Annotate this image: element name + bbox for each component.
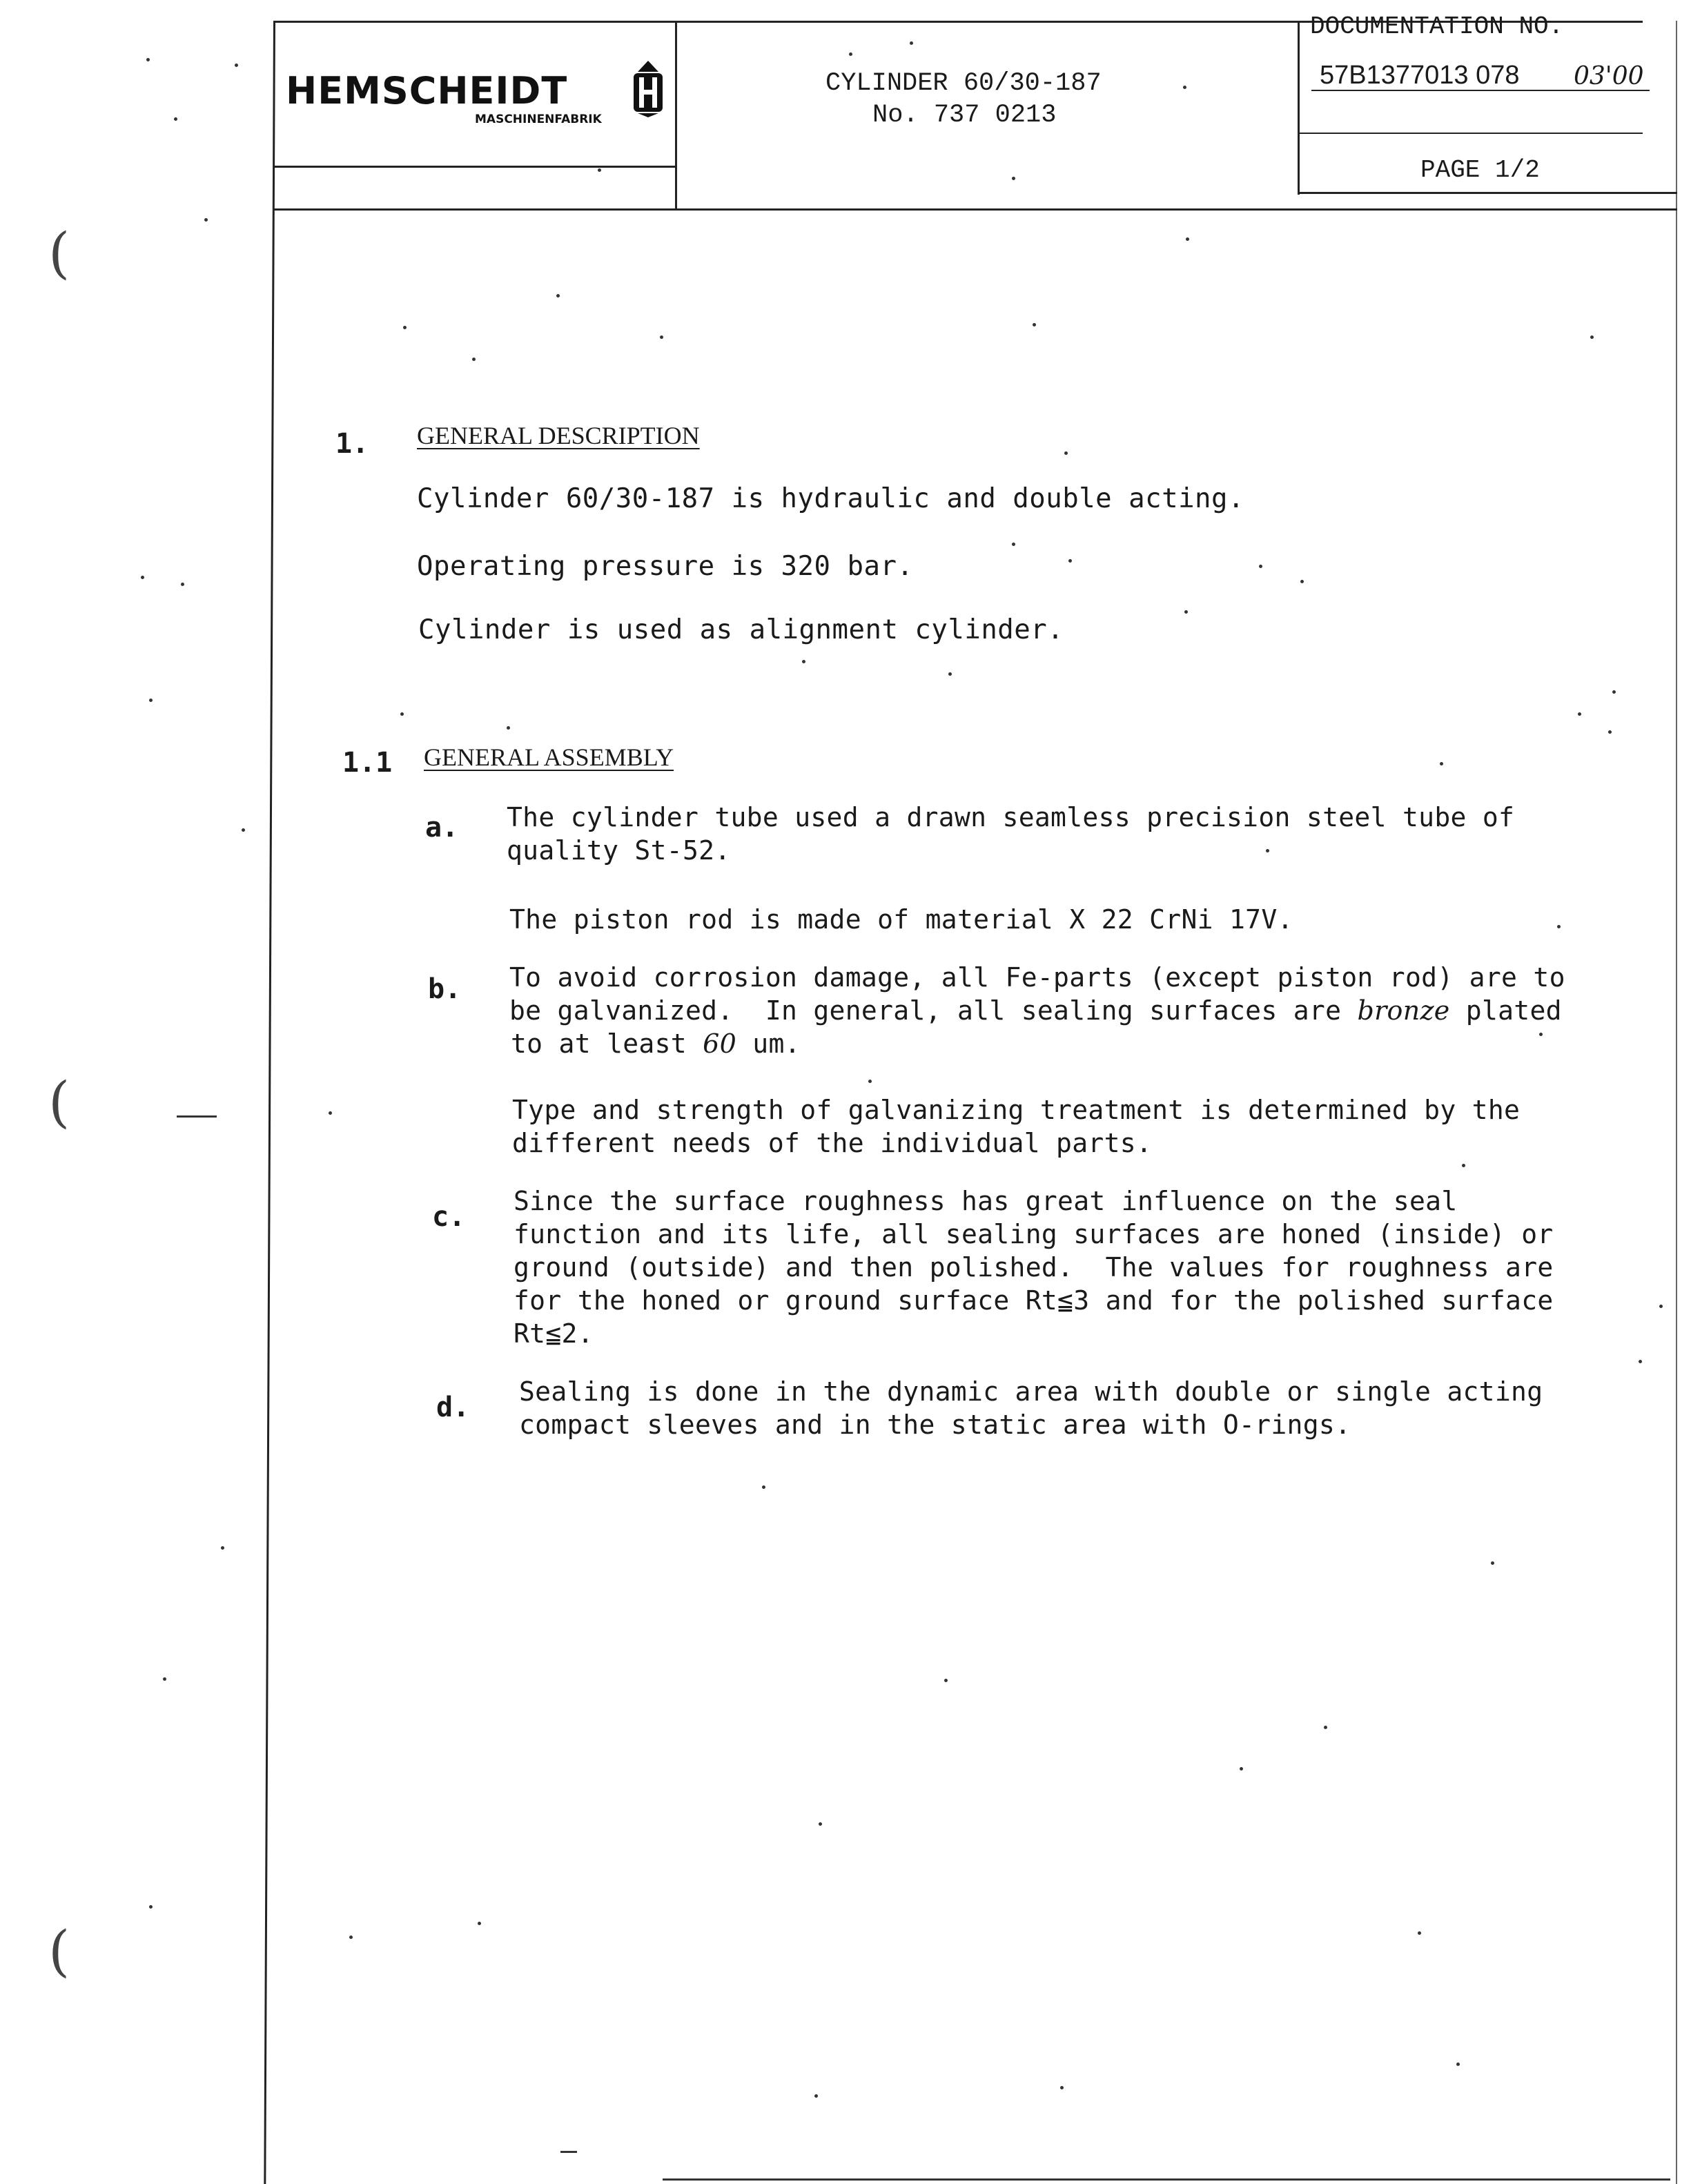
scan-speck (400, 712, 404, 716)
section-1-1-number: 1.1 (342, 747, 393, 779)
item-d-letter: d. (436, 1392, 470, 1423)
scan-speck (1300, 580, 1304, 583)
documentation-date: 03'00 (1574, 62, 1644, 90)
section-1-1-heading: GENERAL ASSEMBLY (424, 743, 674, 771)
scan-speck (1012, 177, 1015, 180)
scan-speck (598, 168, 601, 172)
scan-speck (1186, 237, 1189, 241)
scan-speck (849, 52, 852, 56)
item-c-letter: c. (432, 1201, 466, 1233)
scan-speck (149, 699, 153, 702)
header-divider-2 (1298, 21, 1300, 195)
page-bottom-line (663, 2178, 1670, 2181)
item-a-text-2: The piston rod is made of material X 22 CrNi 17V. (509, 904, 1293, 935)
section-1-number: 1. (335, 428, 369, 460)
item-b-line-3-start: to at least (511, 1028, 703, 1059)
section-1-line-2: Operating pressure is 320 bar. (417, 551, 914, 582)
scan-speck (1612, 690, 1616, 694)
scan-speck (204, 218, 208, 222)
scan-speck (1418, 1931, 1421, 1935)
scan-speck (819, 1822, 822, 1826)
scan-speck (1590, 335, 1594, 339)
item-c-text: Since the surface roughness has great influence on the seal function and its life, all sealing surfaces are honed (inside) or ground (outside) and then polished. The values for roughness are for the honed or ground surface Rt≦3 and for the polished surface Rt≦2. (514, 1186, 1554, 1349)
item-b-handwritten-thickness: 60 (703, 1028, 737, 1059)
scan-speck (1259, 565, 1262, 568)
scan-speck (163, 1677, 166, 1681)
scan-speck (235, 64, 238, 67)
item-d-text: Sealing is done in the dynamic area with double or single acting compact sleeves and in the static area with O-rings. (519, 1376, 1543, 1440)
scan-speck (1033, 323, 1036, 326)
scan-speck (149, 1905, 153, 1909)
item-b-line-2-end: plated (1449, 995, 1562, 1026)
scan-speck (868, 1080, 872, 1083)
scan-speck (146, 58, 150, 61)
item-b-line-3-end: um. (736, 1028, 801, 1059)
item-b-line-3 (511, 1027, 801, 1060)
frame-right-border (1676, 21, 1677, 2184)
scan-speck (1491, 1561, 1494, 1565)
scan-speck (1240, 1767, 1243, 1771)
scan-dash (560, 2151, 577, 2153)
header-divider-1 (675, 21, 677, 208)
scan-speck (181, 583, 184, 586)
scan-speck (1608, 730, 1612, 734)
item-b-letter: b. (428, 973, 462, 1005)
scan-speck (1068, 559, 1072, 563)
scan-dash (177, 1115, 217, 1118)
scan-speck (1184, 610, 1188, 614)
scan-speck (141, 576, 144, 579)
section-1-line-3: Cylinder is used as alignment cylinder. (418, 614, 1064, 645)
documentation-number: 57B1377013 078 (1320, 61, 1520, 90)
scan-speck (1659, 1305, 1663, 1308)
scan-speck (1456, 2063, 1460, 2066)
section-1-line-1: Cylinder 60/30-187 is hydraulic and double acting. (417, 483, 1244, 514)
scan-speck (1639, 1360, 1642, 1363)
scan-speck (1440, 762, 1443, 766)
scan-speck (948, 672, 952, 676)
documentation-label: DOCUMENTATION NO. (1310, 12, 1564, 41)
item-b-text-2: Type and strength of galvanizing treatment is determined by the different needs of the individual parts. (512, 1095, 1521, 1158)
scan-speck (478, 1922, 481, 1925)
item-b-line-1: To avoid corrosion damage, all Fe-parts (except piston rod) are to (509, 962, 1565, 993)
scan-speck (1578, 712, 1581, 716)
scan-speck (1266, 849, 1269, 852)
binder-hole-mark: ( (48, 1919, 70, 1983)
scan-speck (472, 358, 476, 361)
scan-speck (814, 2094, 818, 2098)
scan-speck (329, 1111, 332, 1115)
scan-speck (910, 41, 913, 45)
document-title: CYLINDER 60/30-187 (825, 69, 1102, 98)
scan-speck (403, 326, 407, 329)
scan-speck (507, 726, 510, 730)
item-b-handwritten-material: bronze (1357, 995, 1450, 1026)
scan-speck (556, 294, 560, 298)
binder-hole-mark: ( (48, 221, 70, 285)
doc-cell-mid (1298, 133, 1643, 134)
section-1-heading: GENERAL DESCRIPTION (417, 422, 700, 449)
scan-speck (944, 1679, 948, 1682)
scan-speck (1064, 451, 1068, 455)
scan-speck (1539, 1033, 1543, 1036)
item-a-text: The cylinder tube used a drawn seamless precision steel tube of quality St-52. (507, 802, 1515, 866)
item-b-line-2-start: be galvanized. In general, all sealing surfaces are (509, 995, 1358, 1026)
scan-speck (1462, 1164, 1465, 1167)
item-b-line-2 (509, 994, 1562, 1027)
header-bottom-border (273, 208, 1677, 211)
frame-left-border (264, 21, 275, 2184)
scan-speck (660, 335, 663, 339)
hemscheidt-logo-icon (631, 59, 665, 119)
logo-cell-bottom (273, 166, 676, 168)
item-a-letter: a. (425, 812, 459, 844)
company-logo-text: HEMSCHEIDT (286, 69, 568, 113)
binder-hole-mark: ( (48, 1070, 70, 1134)
document-part-number: No. 737 0213 (872, 101, 1057, 130)
scan-speck (1557, 925, 1561, 928)
scan-speck (221, 1546, 224, 1550)
scan-speck (1324, 1726, 1327, 1729)
scan-speck (762, 1485, 765, 1489)
scan-speck (242, 828, 245, 832)
scan-speck (349, 1936, 353, 1939)
doc-cell-bottom (1298, 192, 1677, 194)
scan-speck (1183, 86, 1186, 89)
scan-speck (802, 660, 805, 663)
company-logo-subtitle: MASCHINENFABRIK (475, 113, 602, 126)
scan-speck (1012, 543, 1015, 546)
scan-speck (174, 117, 177, 121)
scan-speck (1060, 2086, 1064, 2089)
page-indicator: PAGE 1/2 (1420, 156, 1540, 184)
